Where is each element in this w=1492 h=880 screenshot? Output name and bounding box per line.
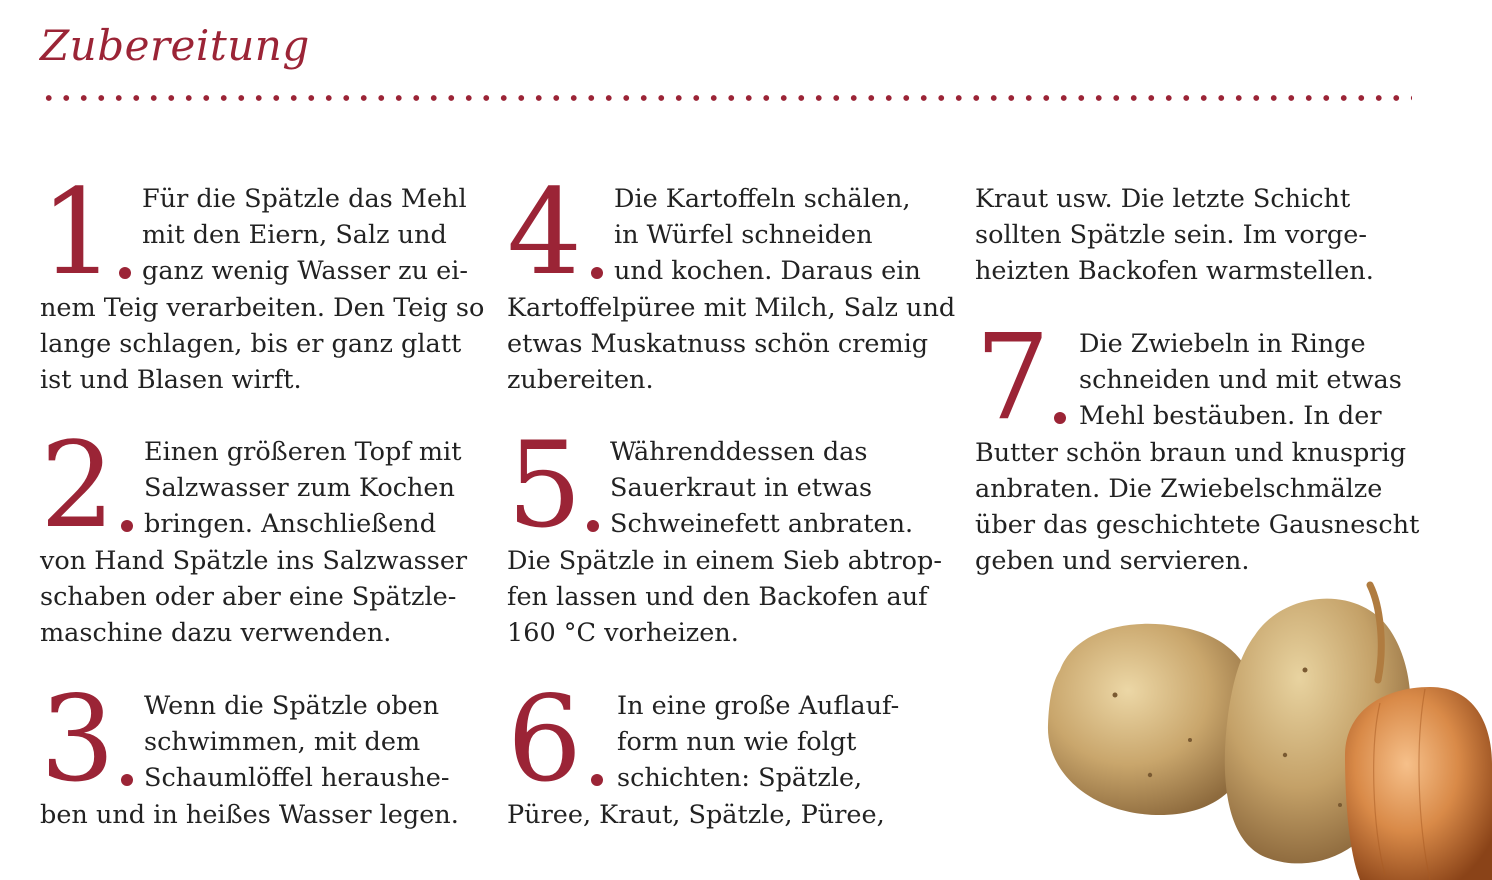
step-number-4: 4 <box>507 163 583 301</box>
step-line: sollten Spätzle sein. Im vorge- <box>975 220 1367 251</box>
step-line: anbraten. Die Zwiebelschmälze <box>975 473 1383 504</box>
step-number-dot <box>591 267 603 279</box>
step-number-dot <box>1054 412 1066 424</box>
step-line: Währenddessen das <box>610 437 868 467</box>
step-number-dot <box>587 520 599 532</box>
step-number-1: 1 <box>40 163 116 301</box>
step-line: bringen. Anschließend <box>144 509 437 540</box>
step-line: Schweinefett anbraten. <box>610 509 914 540</box>
step-line: Püree, Kraut, Spätzle, Püree, <box>507 799 885 830</box>
step-line: Einen größeren Topf mit <box>144 437 462 467</box>
step-number-2: 2 <box>40 416 116 554</box>
step-line: schwimmen, mit dem <box>144 727 421 758</box>
step-line: etwas Muskatnuss schön cremig <box>507 328 929 359</box>
step-line: Die Spätzle in einem Sieb abtrop- <box>507 545 942 576</box>
step-line: fen lassen und den Backofen auf <box>507 581 928 612</box>
step-number-7: 7 <box>975 308 1051 446</box>
step-line: schneiden und mit etwas <box>1079 365 1402 396</box>
step-line: ist und Blasen wirft. <box>40 365 302 396</box>
step-6-continuation <box>975 181 1374 290</box>
step-line: ben und in heißes Wasser legen. <box>40 799 459 830</box>
step-line: nem Teig verarbeiten. Den Teig so <box>40 292 485 323</box>
step-line: Kartoffelpüree mit Milch, Salz und <box>507 292 956 323</box>
step-number-6: 6 <box>507 670 583 808</box>
step-number-dot <box>119 267 131 279</box>
page-title: Zubereitung <box>40 21 310 70</box>
step-6 <box>507 670 900 833</box>
potatoes-onion-illustration <box>1040 575 1492 880</box>
step-line: lange schlagen, bis er ganz glatt <box>40 328 462 359</box>
step-line: in Würfel schneiden <box>614 220 873 251</box>
step-1 <box>40 163 485 398</box>
step-line: Butter schön braun und knusprig <box>975 437 1407 468</box>
step-line: und kochen. Daraus ein <box>614 256 921 287</box>
step-line: mit den Eiern, Salz und <box>142 220 447 251</box>
dotted-divider <box>40 94 1412 102</box>
step-line: von Hand Spätzle ins Salzwasser <box>40 545 468 576</box>
step-number-dot <box>121 774 133 786</box>
step-line: Salzwasser zum Kochen <box>144 473 455 504</box>
step-number-5: 5 <box>507 416 583 554</box>
step-line: schichten: Spätzle, <box>617 763 863 794</box>
step-line: ganz wenig Wasser zu ei- <box>142 256 468 287</box>
step-number-dot <box>121 520 133 532</box>
step-line: 160 °C vorheizen. <box>507 618 739 649</box>
step-line: Die Kartoffeln schälen, <box>614 184 911 214</box>
step-4 <box>507 163 956 398</box>
step-line: Die Zwiebeln in Ringe <box>1079 329 1366 359</box>
step-line: heizten Backofen warmstellen. <box>975 256 1374 287</box>
step-number-3: 3 <box>40 670 116 808</box>
step-line: Kraut usw. Die letzte Schicht <box>975 184 1351 214</box>
step-line: Schaumlöffel heraushe- <box>144 763 450 794</box>
step-line: In eine große Auflauf- <box>617 691 900 721</box>
step-line: geben und servieren. <box>975 546 1250 577</box>
step-7 <box>975 308 1420 579</box>
step-line: schaben oder aber eine Spätzle- <box>40 581 457 612</box>
step-line: form nun wie folgt <box>617 727 857 758</box>
step-line: maschine dazu verwenden. <box>40 618 392 649</box>
step-line: Wenn die Spätzle oben <box>144 691 440 721</box>
step-2 <box>40 416 468 651</box>
step-line: Für die Spätzle das Mehl <box>142 184 467 214</box>
step-number-dot <box>591 774 603 786</box>
step-5 <box>507 416 942 651</box>
step-line: Mehl bestäuben. In der <box>1079 401 1382 432</box>
step-3 <box>40 670 459 833</box>
step-line: über das geschichtete Gausnescht <box>975 510 1420 541</box>
step-line: Sauerkraut in etwas <box>610 473 873 504</box>
step-line: zubereiten. <box>507 365 654 396</box>
